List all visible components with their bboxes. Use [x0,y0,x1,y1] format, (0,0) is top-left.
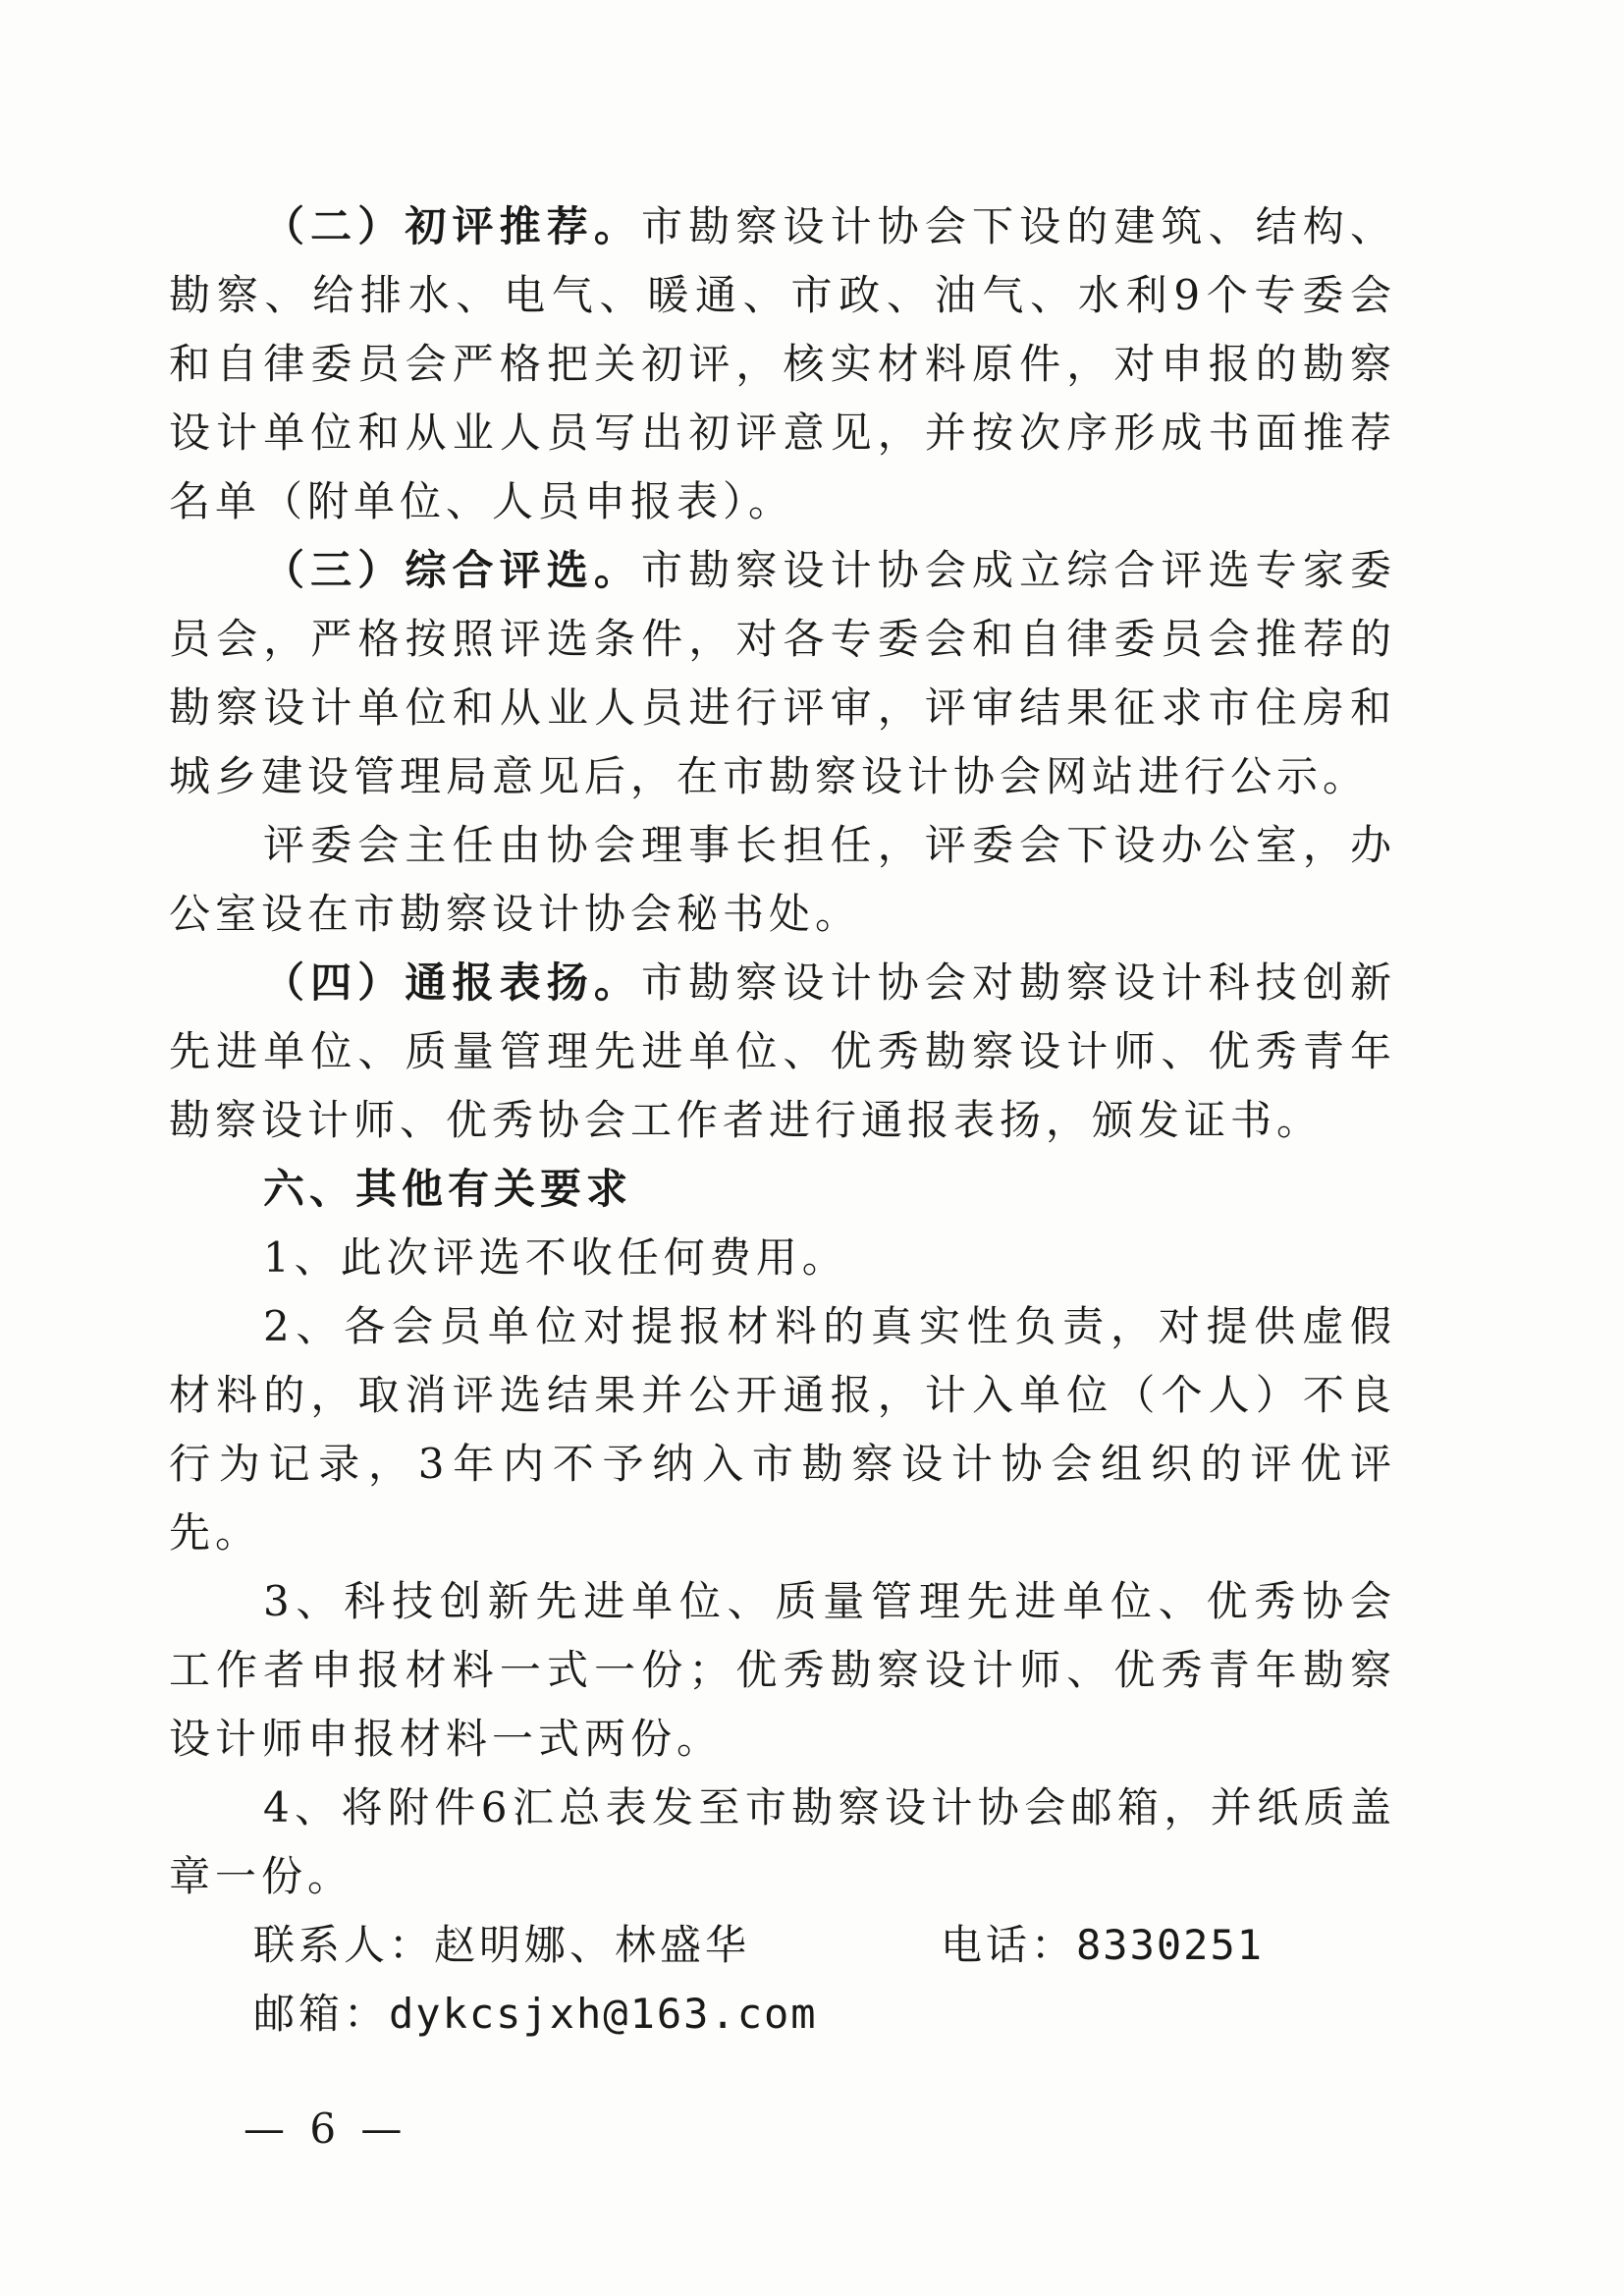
contact-phone-label: 电话： [941,1921,1077,1969]
page-number: — 6 — [244,2105,408,2153]
paragraph-text: 评委会主任由协会理事长担任，评委会下设办公室，办公室设在市勘察设计协会秘书处。 [169,821,1396,938]
paragraph-commendation [169,949,1396,1155]
section-heading: 六、其他有关要求 [263,1165,633,1213]
paragraph-comprehensive-selection [169,536,1396,811]
paragraph-text: 市勘察设计协会对勘察设计科技创新先进单位、质量管理先进单位、优秀勘察设计师、优秀青年勘察设计师、优秀协会工作者进行通报表扬，颁发证书。 [169,958,1396,1144]
contact-email-label: 邮箱： [253,1990,390,2038]
requirement-item: 1、此次评选不收任何费用。 [263,1233,848,1282]
paragraph-lead: （四）通报表扬。 [263,958,642,1007]
contact-phone [941,1911,1264,1980]
paragraph-text: 市勘察设计协会成立综合评选专家委员会，严格按照评选条件，对各专委会和自律委员会推荐的勘察设计单位和从业人员进行评审，评审结果征求市住房和城乡建设管理局意见后，在市勘察设计协会网站进行公示。 [169,546,1396,800]
paragraph-initial-review [169,192,1396,536]
requirement-item: 4、将附件6汇总表发至市勘察设计协会邮箱，并纸质盖章一份。 [169,1783,1396,1900]
requirement-item: 2、各会员单位对提报材料的真实性负责，对提供虚假材料的，取消评选结果并公开通报，计入单位（个人）不良行为记录，3年内不予纳入市勘察设计协会组织的评优评先。 [169,1302,1396,1557]
contact-person [253,1911,941,1980]
contact-email-value: dykcsjxh@163.com [389,1990,818,2038]
email-row [169,1980,1396,2049]
contact-phone-value: 8330251 [1076,1921,1265,1969]
contact-person-label: 联系人： [253,1921,435,1969]
contact-row [169,1911,1396,1980]
requirement-item: 3、科技创新先进单位、质量管理先进单位、优秀协会工作者申报材料一式一份；优秀勘察设计师、优秀青年勘察设计师申报材料一式两份。 [169,1577,1396,1763]
contact-person-value: 赵明娜、林盛华 [434,1921,751,1969]
paragraph-lead: （三）综合评选。 [263,546,642,594]
paragraph-lead: （二）初评推荐。 [263,202,642,250]
document-body [169,192,1396,2049]
paragraph-text: 市勘察设计协会下设的建筑、结构、勘察、给排水、电气、暖通、市政、油气、水利9个专委会和自律委员会严格把关初评，核实材料原件，对申报的勘察设计单位和从业人员写出初评意见，并按次序形成书面推荐名单（附单位、人员申报表）。 [169,202,1396,525]
paragraph-committee [169,811,1396,949]
